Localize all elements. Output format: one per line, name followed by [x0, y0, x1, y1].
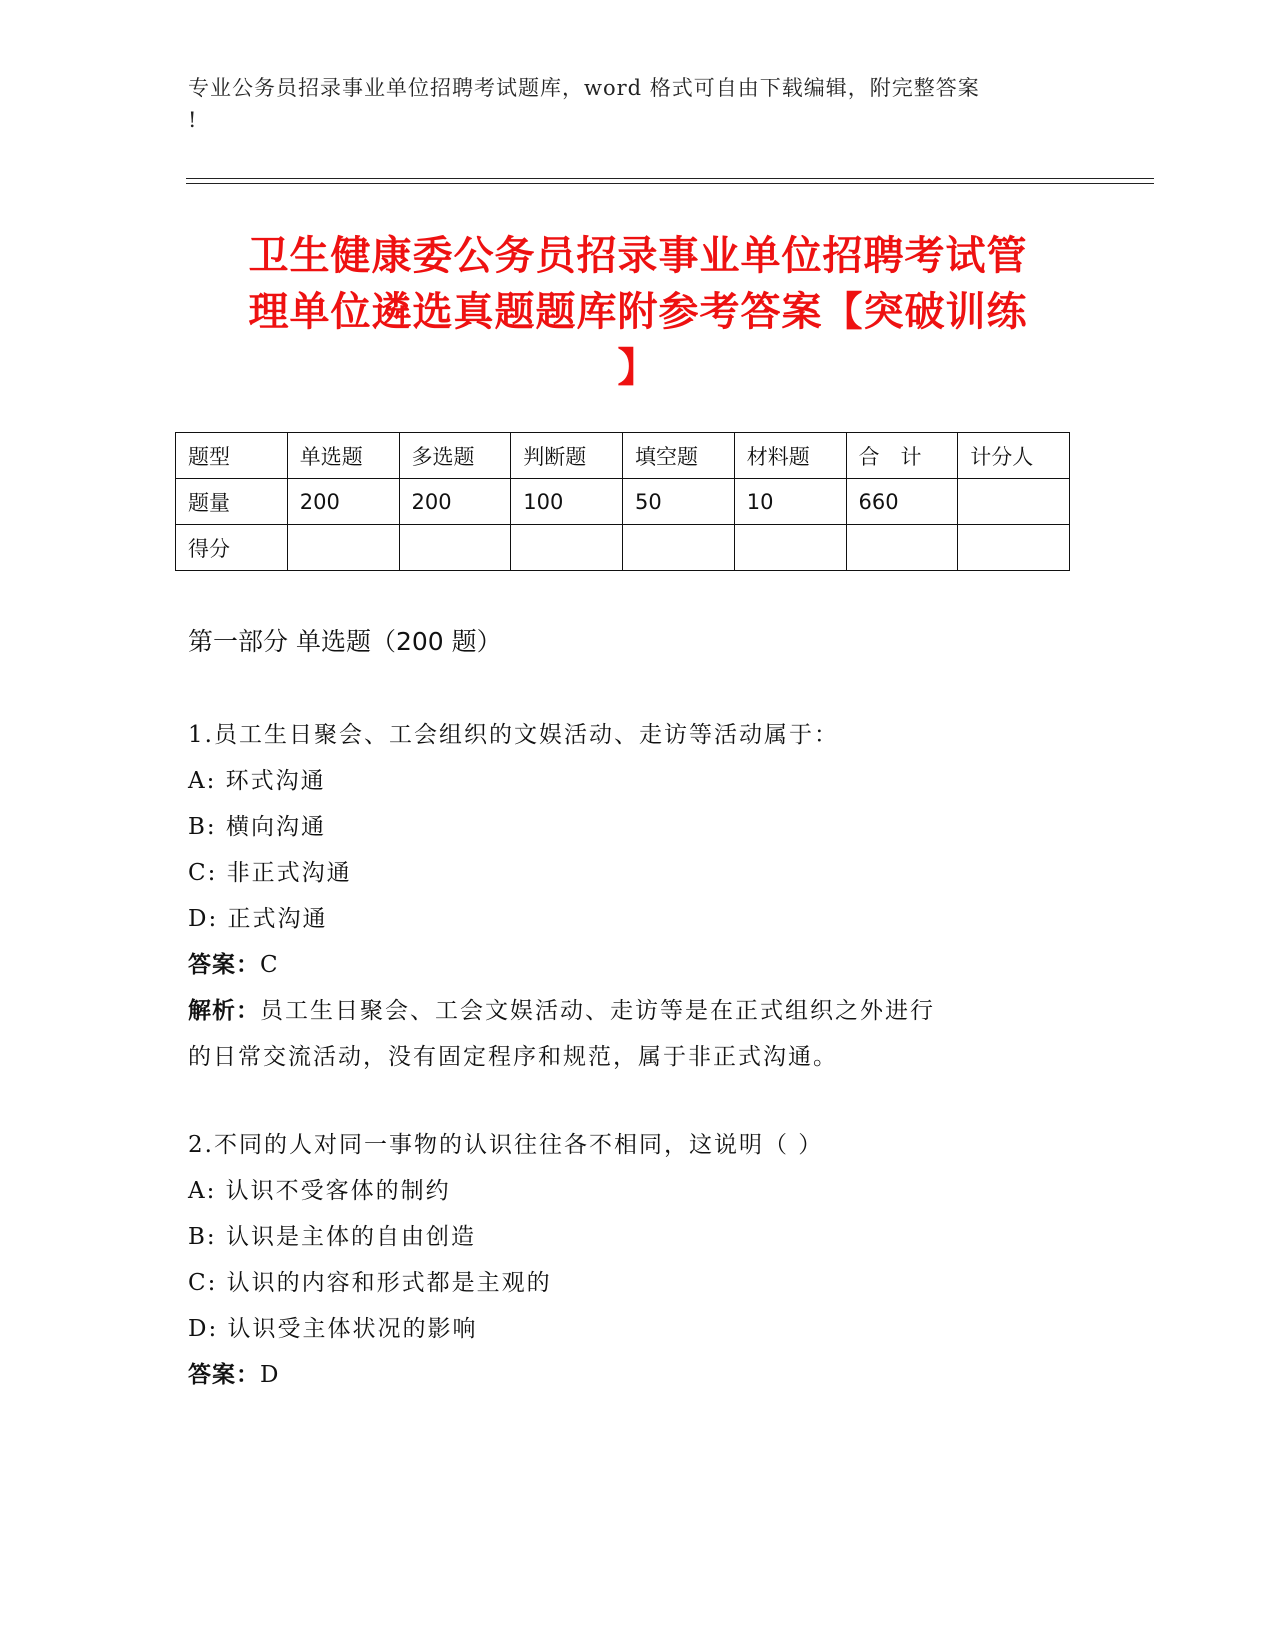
- option-d: D: 认识受主体状况的影响: [188, 1316, 478, 1342]
- option-d: D: 正式沟通: [188, 906, 328, 932]
- header-divider-bottom: [186, 183, 1154, 184]
- score-table-cell: 题型: [176, 433, 288, 479]
- option-a: A: 认识不受客体的制约: [188, 1178, 451, 1204]
- score-table-cell: 判断题: [511, 433, 623, 479]
- score-table-cell: 多选题: [399, 433, 511, 479]
- score-table-cell: 10: [734, 479, 846, 525]
- header-note-line2: !: [188, 108, 198, 132]
- score-table-cell: [734, 525, 846, 571]
- question-stem: 2.不同的人对同一事物的认识往往各不相同，这说明（ ）: [188, 1132, 824, 1158]
- header-note: [188, 72, 1068, 136]
- analysis-label: 解析：: [188, 998, 260, 1024]
- question-2: [188, 1122, 1088, 1398]
- title-line2: 理单位遴选真题题库附参考答案【突破训练: [248, 289, 1028, 335]
- score-table-row: [176, 479, 1070, 525]
- score-table-cell: 材料题: [734, 433, 846, 479]
- score-table-cell: 100: [511, 479, 623, 525]
- score-table: [175, 432, 1070, 571]
- score-table-cell: 合 计: [846, 433, 958, 479]
- score-table-cell: [623, 525, 735, 571]
- score-table-cell: 50: [623, 479, 735, 525]
- option-a: A: 环式沟通: [188, 768, 326, 794]
- score-table-cell: [399, 525, 511, 571]
- answer-line: [188, 942, 1088, 988]
- score-table-row: [176, 525, 1070, 571]
- title-line1: 卫生健康委公务员招录事业单位招聘考试管: [248, 233, 1028, 279]
- score-table-cell: [958, 525, 1070, 571]
- answer-value: C: [260, 952, 280, 978]
- score-table-cell: 填空题: [623, 433, 735, 479]
- score-table-row: [176, 433, 1070, 479]
- analysis-text-1: 员工生日聚会、工会文娱活动、走访等是在正式组织之外进行: [260, 998, 935, 1024]
- analysis-text-2: 的日常交流活动，没有固定程序和规范，属于非正式沟通。: [188, 1044, 838, 1070]
- option-b: B: 横向沟通: [188, 814, 326, 840]
- score-table-cell: [846, 525, 958, 571]
- score-table-cell: 200: [287, 479, 399, 525]
- answer-value: D: [260, 1362, 281, 1388]
- title-line3: 】: [617, 345, 659, 391]
- score-table-cell: 单选题: [287, 433, 399, 479]
- score-table-cell: 660: [846, 479, 958, 525]
- answer-label: 答案：: [188, 952, 260, 978]
- section-heading: 第一部分 单选题（200 题）: [188, 627, 502, 656]
- option-c: C: 认识的内容和形式都是主观的: [188, 1270, 552, 1296]
- answer-label: 答案：: [188, 1362, 260, 1388]
- document-title: [188, 228, 1088, 396]
- score-table-cell: [958, 479, 1070, 525]
- score-table-cell: [511, 525, 623, 571]
- question-stem: 1.员工生日聚会、工会组织的文娱活动、走访等活动属于：: [188, 722, 839, 748]
- answer-line: [188, 1352, 1088, 1398]
- score-table-cell: 题量: [176, 479, 288, 525]
- score-table-cell: 计分人: [958, 433, 1070, 479]
- question-1: [188, 712, 1088, 1080]
- option-b: B: 认识是主体的自由创造: [188, 1224, 476, 1250]
- option-c: C: 非正式沟通: [188, 860, 352, 886]
- score-table-cell: 得分: [176, 525, 288, 571]
- score-table-cell: [287, 525, 399, 571]
- header-divider-top: [186, 178, 1154, 179]
- header-note-line1: 专业公务员招录事业单位招聘考试题库，word 格式可自由下载编辑，附完整答案: [188, 76, 980, 100]
- score-table-cell: 200: [399, 479, 511, 525]
- analysis-line: [188, 988, 1088, 1034]
